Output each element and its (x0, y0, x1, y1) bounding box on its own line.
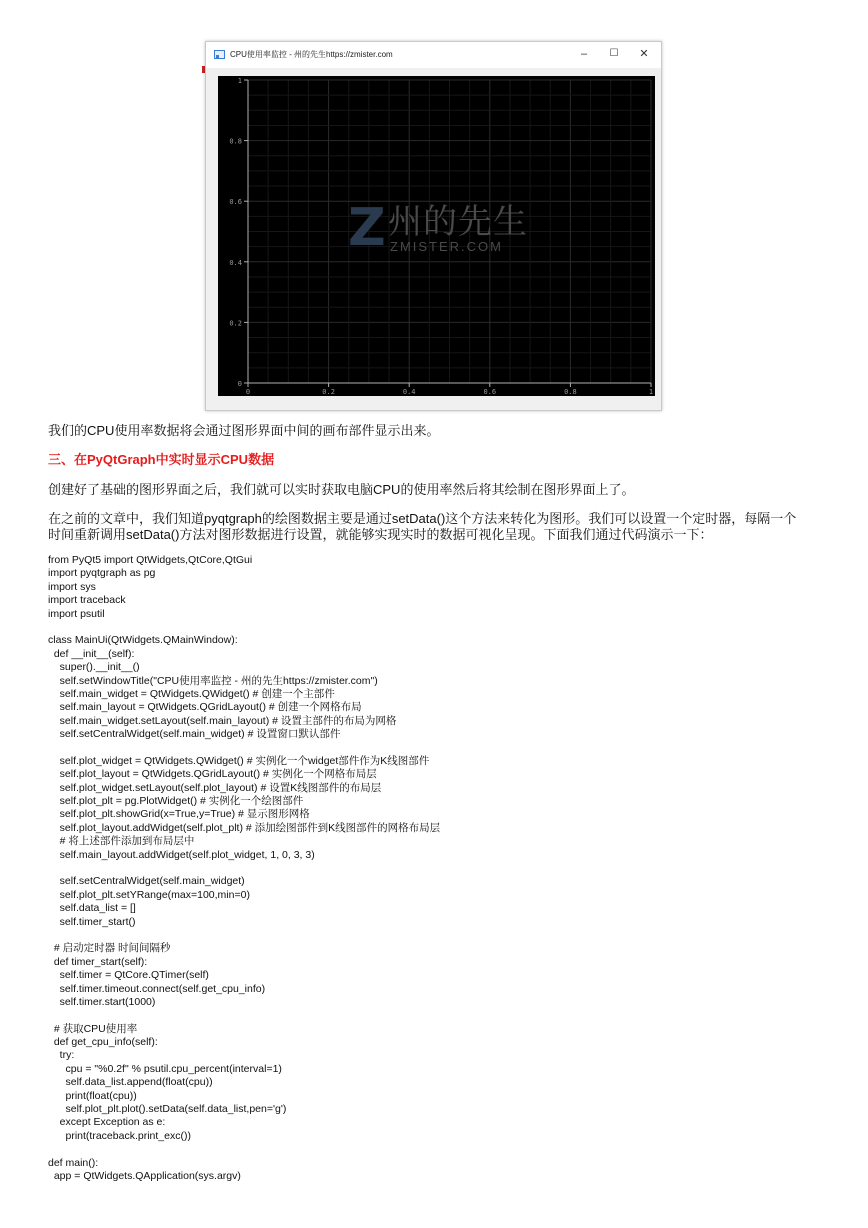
code-line (48, 741, 440, 754)
minimize-button[interactable]: – (580, 48, 588, 60)
code-line (48, 862, 440, 875)
code-line: from PyQt5 import QtWidgets,QtCore,QtGui (48, 554, 253, 566)
watermark-name: 州的先生 (388, 203, 528, 241)
code-line: import psutil (48, 607, 105, 620)
code-line: import pyqtgraph as pg (48, 567, 156, 580)
x-tick-label: 0.4 (402, 388, 416, 396)
x-tick-label: 0 (245, 388, 251, 396)
code-line: self.setCentralWidget(self.main_widget) # 设置窗口默认部件 (48, 728, 341, 741)
code-line (48, 621, 440, 634)
x-tick-label: 1 (648, 388, 654, 396)
code-line: self.data_list = [] (48, 902, 136, 915)
paragraph: 创建好了基础的图形界面之后，我们就可以实时获取电脑CPU的使用率然后将其绘制在图形界面上了。 (48, 482, 635, 497)
code-line: self.plot_layout.addWidget(self.plot_plt) # 添加绘图部件到K线图部件的网格布局层 (48, 821, 441, 834)
code-line: print(traceback.print_exc()) (48, 1129, 191, 1142)
code-line: self.plot_widget.setLayout(self.plot_layout) # 设置K线图部件的布局层 (48, 781, 382, 794)
code-line: self.main_layout = QtWidgets.QGridLayout() # 创建一个网格布局 (48, 701, 362, 714)
code-line: def main(): (48, 1156, 99, 1169)
code-line: try: (48, 1049, 75, 1062)
code-line: self.plot_layout = QtWidgets.QGridLayout() # 实例化一个网格布局层 (48, 768, 377, 781)
close-button[interactable]: ✕ (639, 48, 649, 60)
code-line: self.main_layout.addWidget(self.plot_widget, 1, 0, 3, 3) (48, 848, 315, 861)
window-icon (214, 50, 225, 59)
y-tick-label: 1 (237, 77, 242, 85)
code-line: def __init__(self): (48, 647, 135, 660)
code-line: self.plot_plt.showGrid(x=True,y=True) # 显示图形网格 (48, 808, 310, 821)
paragraph: 我们的CPU使用率数据将会通过图形界面中间的画布部件显示出来。 (48, 423, 440, 438)
x-tick-label: 0.8 (564, 388, 577, 396)
code-line: # 启动定时器 时间间隔秒 (48, 942, 171, 955)
code-line: cpu = "%0.2f" % psutil.cpu_percent(interval=1) (48, 1062, 282, 1075)
watermark (348, 198, 548, 262)
section-heading: 三、在PyQtGraph中实时显示CPU数据 (48, 452, 275, 467)
code-line: import sys (48, 580, 96, 593)
code-line: self.timer = QtCore.QTimer(self) (48, 969, 209, 982)
code-line: self.main_widget.setLayout(self.main_layout) # 设置主部件的布局为网格 (48, 714, 397, 727)
code-line: app = QtWidgets.QApplication(sys.argv) (48, 1169, 241, 1182)
y-tick-label: 0.2 (229, 319, 242, 328)
y-tick-label: 0 (237, 380, 242, 388)
paragraph (48, 511, 818, 543)
plot-canvas[interactable] (218, 76, 655, 396)
code-line: self.timer.timeout.connect(self.get_cpu_info) (48, 982, 266, 995)
app-window-screenshot (205, 41, 662, 411)
code-line: # 将上述部件添加到布局层中 (48, 835, 195, 848)
code-line: self.setCentralWidget(self.main_widget) (48, 875, 245, 888)
code-line: self.setWindowTitle("CPU使用率监控 - 州的先生https://zmister.com") (48, 674, 378, 687)
code-line: def get_cpu_info(self): (48, 1036, 158, 1049)
code-line: self.plot_plt.plot().setData(self.data_list,pen='g') (48, 1103, 287, 1116)
code-line: self.main_widget = QtWidgets.QWidget() # 创建一个主部件 (48, 687, 335, 700)
watermark-logo: Z (348, 198, 386, 258)
code-line: import traceback (48, 594, 126, 607)
y-tick-label: 0.6 (229, 198, 242, 207)
code-line (48, 929, 440, 942)
code-line: self.plot_plt = pg.PlotWidget() # 实例化一个绘图部件 (48, 795, 304, 808)
code-line: self.timer_start() (48, 915, 136, 928)
code-line: print(float(cpu)) (48, 1089, 137, 1102)
code-line: self.data_list.append(float(cpu)) (48, 1076, 213, 1089)
code-line: self.timer.start(1000) (48, 995, 156, 1008)
code-line: class MainUi(QtWidgets.QMainWindow): (48, 634, 238, 647)
window-titlebar (206, 42, 661, 68)
window-title: CPU使用率监控 - 州的先生https://zmister.com (230, 50, 393, 59)
code-line (48, 1009, 440, 1022)
code-line: def timer_start(self): (48, 955, 148, 968)
code-line (48, 1143, 440, 1156)
code-line: super().__init__() (48, 661, 140, 674)
x-tick-label: 0.2 (322, 388, 335, 396)
watermark-site: ZMISTER.COM (390, 239, 503, 254)
paragraph-line: 时间重新调用setData()方法对图形数据进行设置，就能够实现实时的数据可视化呈现。下面我们通过代码演示一下： (48, 527, 713, 542)
code-line: self.plot_widget = QtWidgets.QWidget() # 实例化一个widget部件作为K线图部件 (48, 754, 430, 767)
code-block (48, 554, 440, 1183)
paragraph-line: 在之前的文章中，我们知道pyqtgraph的绘图数据主要是通过setData()这个方法来转化为图形。我们可以设置一个定时器，每隔一个 (48, 511, 797, 526)
y-tick-label: 0.4 (229, 258, 242, 267)
maximize-button[interactable]: ☐ (609, 48, 619, 59)
y-tick-label: 0.8 (229, 137, 242, 146)
code-line: except Exception as e: (48, 1116, 166, 1129)
code-line: self.plot_plt.setYRange(max=100,min=0) (48, 888, 250, 901)
code-line: # 获取CPU使用率 (48, 1022, 138, 1035)
x-tick-label: 0.6 (483, 388, 497, 396)
